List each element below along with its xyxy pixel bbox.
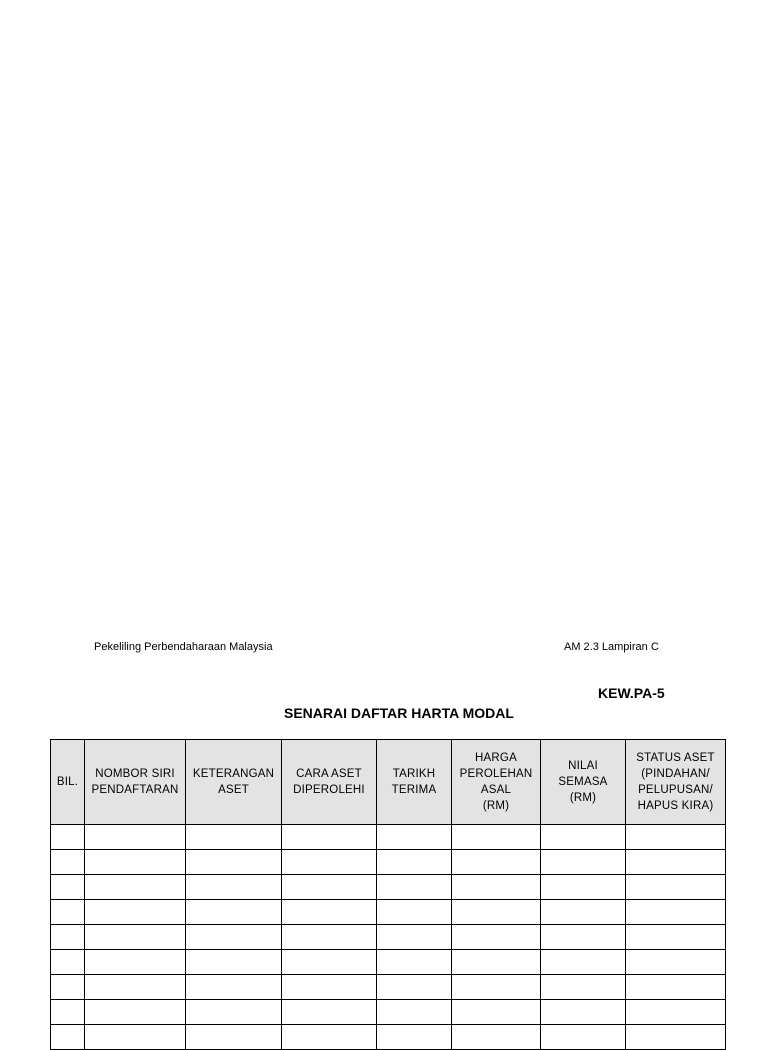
table-row (51, 1025, 726, 1050)
empty-cell (186, 1000, 282, 1025)
empty-cell (541, 900, 626, 925)
header-line: ASAL (480, 784, 512, 796)
empty-cell (377, 825, 452, 850)
empty-cell (541, 850, 626, 875)
empty-cell (452, 875, 541, 900)
header-line: TERIMA (391, 784, 437, 796)
empty-cell (282, 950, 377, 975)
header-line: (RM) (569, 792, 597, 804)
empty-cell (452, 850, 541, 875)
empty-cell (85, 1000, 186, 1025)
table-row (51, 900, 726, 925)
header-line: STATUS ASET (636, 752, 715, 764)
empty-cell (626, 825, 726, 850)
page-title: SENARAI DAFTAR HARTA MODAL (284, 705, 514, 721)
empty-cell (186, 900, 282, 925)
empty-cell (377, 975, 452, 1000)
table-row (51, 925, 726, 950)
appendix-reference: AM 2.3 Lampiran C (564, 641, 659, 653)
empty-cell (85, 850, 186, 875)
table-row (51, 850, 726, 875)
empty-cell (541, 975, 626, 1000)
empty-cell (626, 975, 726, 1000)
table-row (51, 875, 726, 900)
empty-cell (282, 1025, 377, 1050)
header-line: BIL. (56, 776, 79, 788)
header-line: DIPEROLEHI (293, 784, 365, 796)
empty-cell (85, 900, 186, 925)
empty-cell (452, 1000, 541, 1025)
column-header-tarikh (377, 740, 452, 825)
empty-cell (541, 825, 626, 850)
column-header-status (626, 740, 726, 825)
empty-cell (282, 925, 377, 950)
empty-cell (626, 875, 726, 900)
empty-cell (186, 825, 282, 850)
empty-cell (186, 850, 282, 875)
header-line: HAPUS KIRA) (637, 800, 714, 812)
empty-cell (626, 900, 726, 925)
empty-cell (541, 1000, 626, 1025)
empty-cell (452, 950, 541, 975)
empty-cell (85, 875, 186, 900)
header-line: TARIKH (392, 768, 436, 780)
header-line: PENDAFTARAN (91, 784, 179, 796)
empty-cell (452, 900, 541, 925)
empty-cell (626, 1000, 726, 1025)
empty-cell (282, 850, 377, 875)
header-line: KETERANGAN (192, 768, 275, 780)
header-line: NOMBOR SIRI (95, 768, 175, 780)
empty-cell (452, 1025, 541, 1050)
header-line: NILAI (568, 760, 598, 772)
empty-cell (282, 900, 377, 925)
empty-cell (85, 925, 186, 950)
empty-cell (377, 875, 452, 900)
table-body (51, 825, 726, 1050)
header-line: CARA ASET (296, 768, 362, 780)
empty-cell (452, 925, 541, 950)
empty-cell (51, 950, 85, 975)
empty-cell (51, 875, 85, 900)
empty-cell (51, 850, 85, 875)
empty-cell (377, 925, 452, 950)
empty-cell (377, 950, 452, 975)
empty-cell (377, 1000, 452, 1025)
table-row (51, 825, 726, 850)
empty-cell (541, 925, 626, 950)
header-line: ASET (218, 784, 249, 796)
empty-cell (626, 1025, 726, 1050)
empty-cell (541, 950, 626, 975)
empty-cell (626, 850, 726, 875)
empty-cell (452, 975, 541, 1000)
empty-cell (282, 875, 377, 900)
empty-cell (85, 950, 186, 975)
column-header-nilai (541, 740, 626, 825)
empty-cell (51, 825, 85, 850)
empty-cell (377, 850, 452, 875)
column-header-bil (51, 740, 85, 825)
empty-cell (85, 825, 186, 850)
empty-cell (51, 925, 85, 950)
empty-cell (186, 875, 282, 900)
header-line: HARGA (475, 752, 517, 764)
header-line: (RM) (482, 800, 510, 812)
header-line: SEMASA (558, 776, 608, 788)
empty-cell (282, 825, 377, 850)
column-header-keterangan (186, 740, 282, 825)
table-row (51, 950, 726, 975)
empty-cell (186, 925, 282, 950)
circular-reference: Pekeliling Perbendaharaan Malaysia (94, 641, 273, 653)
empty-cell (51, 975, 85, 1000)
empty-cell (186, 950, 282, 975)
empty-cell (626, 950, 726, 975)
empty-cell (282, 975, 377, 1000)
empty-cell (186, 975, 282, 1000)
empty-cell (51, 1000, 85, 1025)
empty-cell (541, 875, 626, 900)
empty-cell (85, 975, 186, 1000)
empty-cell (541, 1025, 626, 1050)
empty-cell (51, 900, 85, 925)
table-header-row (51, 740, 726, 825)
empty-cell (626, 925, 726, 950)
column-header-harga (452, 740, 541, 825)
empty-cell (51, 1025, 85, 1050)
header-line: PEROLEHAN (459, 768, 533, 780)
form-code: KEW.PA-5 (598, 685, 665, 701)
empty-cell (186, 1025, 282, 1050)
empty-cell (377, 1025, 452, 1050)
header-line: (PINDAHAN/ (641, 768, 710, 780)
empty-cell (377, 900, 452, 925)
column-header-cara-aset (282, 740, 377, 825)
column-header-nombor-siri (85, 740, 186, 825)
empty-cell (282, 1000, 377, 1025)
table-row (51, 1000, 726, 1025)
empty-cell (452, 825, 541, 850)
header-line: PELUPUSAN/ (638, 784, 713, 796)
asset-register-table (50, 739, 726, 1050)
empty-cell (85, 1025, 186, 1050)
table-row (51, 975, 726, 1000)
